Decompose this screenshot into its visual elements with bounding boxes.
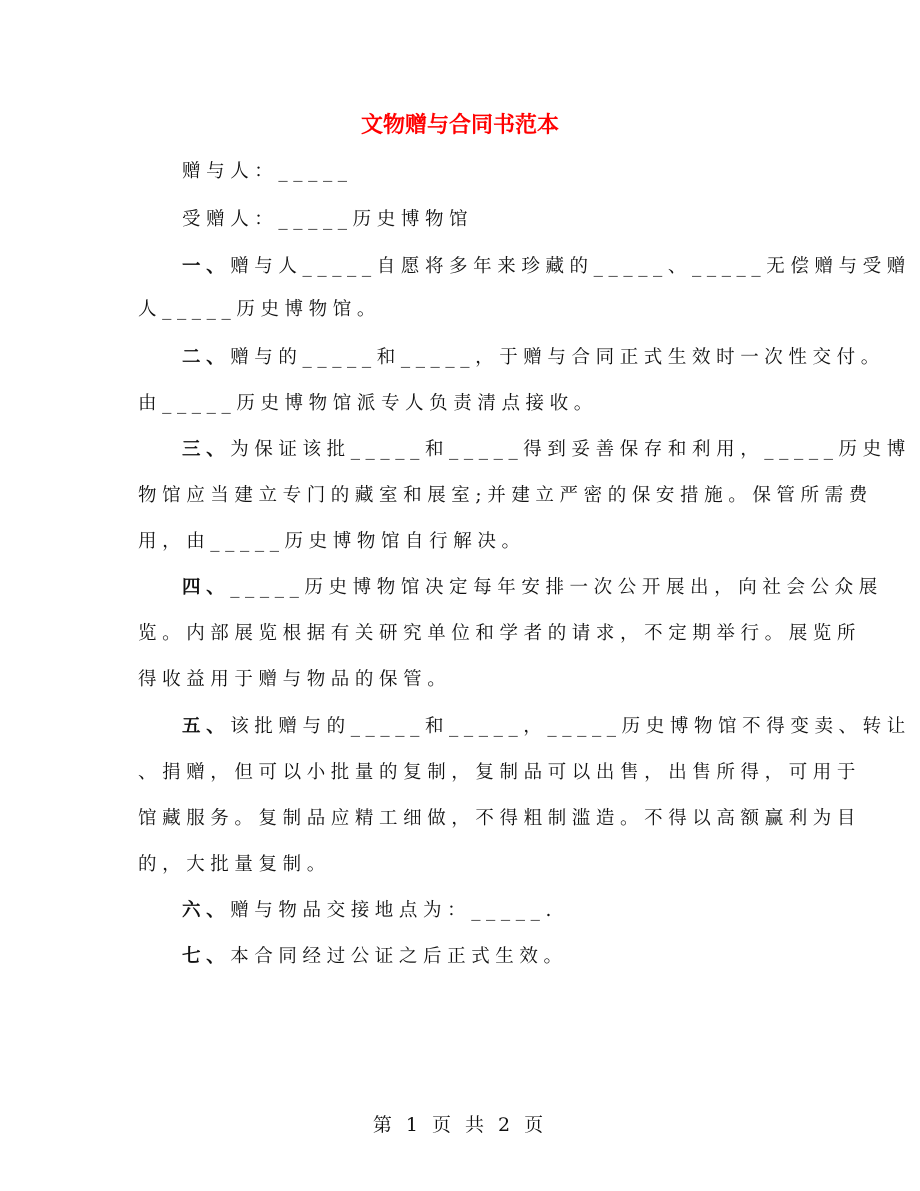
text-line [138,620,861,648]
clause-number: 四、 [182,577,231,598]
text-line [138,851,331,879]
line-text: _____历史博物馆决定每年安排一次公开展出，向社会公众展 [230,577,883,598]
clause-number: 三、 [182,439,231,460]
text-line [138,759,861,787]
line-text: 物馆应当建立专门的藏室和展室;并建立严密的保安措施。保管所需费 [138,485,873,506]
text-line [182,158,353,186]
line-text: 为保证该批_____和_____得到妥善保存和利用，_____历史博 [230,439,911,460]
text-line [182,897,557,925]
text-line [182,574,883,602]
clause-number: 六、 [182,900,231,921]
line-text: 馆藏服务。复制品应精工细做，不得粗制滥造。不得以高额赢利为目 [138,808,862,829]
line-text: 该批赠与的_____和_____，_____历史博物馆不得变卖、转让 [230,716,911,737]
line-text: 受赠人：_____历史博物馆 [182,209,474,230]
line-text: 赠与的_____和_____，于赠与合同正式生效时一次性交付。 [230,347,885,368]
clause-number: 二、 [182,347,231,368]
line-text: 人_____历史博物馆。 [138,299,381,320]
clause-number: 一、 [182,256,231,277]
line-text: 赠与人_____自愿将多年来珍藏的_____、_____无偿赠与受赠 [230,256,911,277]
text-line [182,253,911,281]
text-line [138,666,451,694]
line-text: 用，由_____历史博物馆自行解决。 [138,531,526,552]
text-line [138,805,861,833]
text-line [182,713,911,741]
text-line [138,390,598,418]
line-text: 览。内部展览根据有关研究单位和学者的请求，不定期举行。展览所 [138,623,862,644]
line-text: 赠与人：_____ [182,161,353,182]
text-line [138,296,381,324]
text-line [138,482,873,510]
document-title: 文物赠与合同书范本 [360,113,559,138]
text-line [182,344,885,372]
line-text: 的，大批量复制。 [138,854,331,875]
text-line [182,206,473,234]
line-text: 由_____历史博物馆派专人负责清点接收。 [138,393,598,414]
line-text: 本合同经过公证之后正式生效。 [230,946,568,967]
text-line [138,528,526,556]
line-text: 得收益用于赠与物品的保管。 [138,669,452,690]
line-text: 赠与物品交接地点为：_____. [230,900,557,921]
line-text: 、捐赠，但可以小批量的复制，复制品可以出售，出售所得，可用于 [138,762,862,783]
text-line [182,436,911,464]
text-line [182,943,568,971]
page-footer: 第 1 页 共 2 页 [372,1114,548,1136]
clause-number: 七、 [182,946,231,967]
clause-number: 五、 [182,716,231,737]
